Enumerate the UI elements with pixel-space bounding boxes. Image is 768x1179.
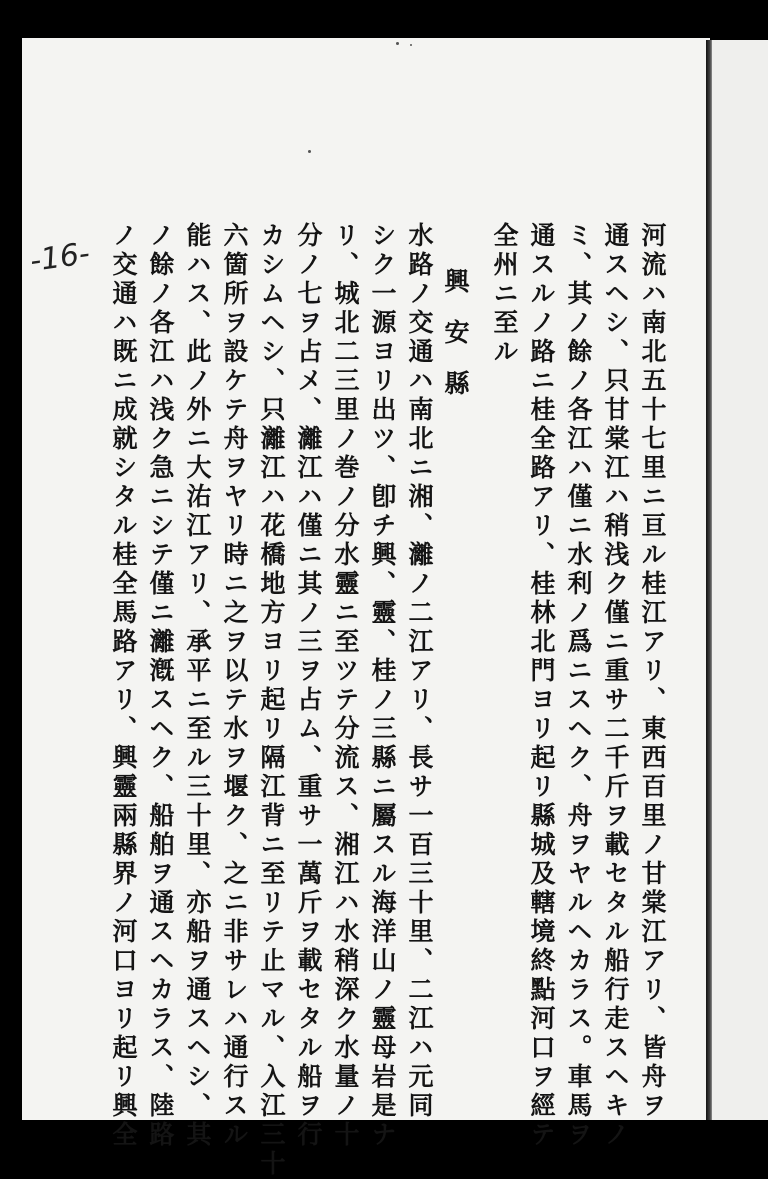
text-column-2: 通スヘシ、只甘棠江ハ稍浅ク僅ニ重サ二千斤ヲ載セタル船行走スヘキノ	[601, 222, 630, 1150]
text-column-4: 通スルノ路ニ桂全路アリ、桂林北門ヨリ起リ縣城及轄境終點河口ヲ經テ	[527, 222, 556, 1150]
text-column-12: 能ハス、此ノ外ニ大㳓江アリ、承平ニ至ル三十里、亦船ヲ通スヘシ、其	[183, 222, 212, 1150]
speck	[410, 44, 412, 46]
adjacent-page-edge	[712, 40, 768, 1120]
text-column-10: カシムヘシ、只灕江ハ花橋地方ヨリ起リ隔江背ニ至リテ止マル、入江三十	[257, 222, 286, 1179]
text-column-6: 水路ノ交通ハ南北ニ湘、灕ノ二江アリ、長サ一百三十里、二江ハ元同	[405, 222, 434, 1121]
text-column-7: シク一源ヨリ出ツ、卽チ興、靈、桂ノ三縣ニ屬スル海洋山ノ靈母岩是ナ	[368, 222, 397, 1150]
text-column-8: リ、城北二三里ノ巻ノ分水靈ニ至ツテ分流ス、湘江ハ水稍深ク水量ノ十	[331, 222, 360, 1150]
section-heading: 興安縣	[441, 268, 470, 421]
text-column-13: ノ餘ノ各江ハ浅ク急ニシテ僅ニ灕漑スヘク、船舶ヲ通スヘカラス、陸路	[146, 222, 175, 1150]
text-column-3: ミ、其ノ餘ノ各江ハ僅ニ水利ノ爲ニスヘク、舟ヲヤルヘカラス。車馬ヲ	[564, 222, 593, 1150]
text-column-5: 全州ニ至ル	[490, 222, 519, 367]
text-column-1: 河流ハ南北五十七里ニ亘ル桂江アリ、東西百里ノ甘棠江アリ、皆舟ヲ	[638, 222, 667, 1121]
text-column-9: 分ノ七ヲ占メ、灕江ハ僅ニ其ノ三ヲ占ム、重サ一萬斤ヲ載セタル船ヲ行	[294, 222, 323, 1150]
text-column-11: 六箇所ヲ設ケテ舟ヲヤリ時ニ之ヲ以テ水ヲ堰ク、之ニ非サレハ通行スル	[220, 222, 249, 1150]
page-number: -16-	[27, 236, 92, 279]
speck	[308, 150, 311, 153]
text-column-14: ノ交通ハ既ニ成就シタル桂全馬路アリ、興靈兩縣界ノ河口ヨリ起リ興全	[109, 222, 138, 1150]
speck	[396, 42, 399, 45]
